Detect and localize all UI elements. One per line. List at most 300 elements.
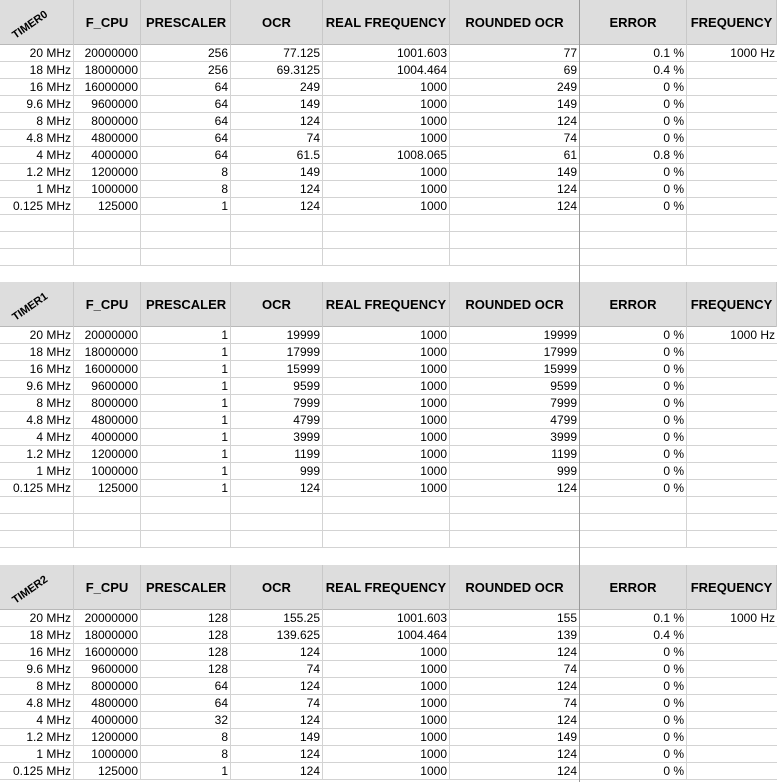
- frequency-cell[interactable]: [687, 62, 777, 78]
- empty-row: [0, 514, 777, 531]
- table-cell[interactable]: 4000000: [74, 147, 141, 163]
- table-cell[interactable]: 0 %: [580, 678, 687, 694]
- table-cell[interactable]: 1000: [323, 96, 450, 112]
- table-cell[interactable]: 125000: [74, 198, 141, 214]
- timer-name-cell[interactable]: [0, 0, 74, 45]
- table-cell[interactable]: 139.625: [231, 627, 323, 643]
- table-cell[interactable]: 4.8 MHz: [0, 695, 74, 711]
- table-cell[interactable]: 0 %: [580, 446, 687, 462]
- table-cell[interactable]: 249: [231, 79, 323, 95]
- table-row: [0, 327, 777, 344]
- table-cell[interactable]: 128: [141, 610, 231, 626]
- table-cell[interactable]: 4800000: [74, 412, 141, 428]
- table-cell[interactable]: 64: [141, 96, 231, 112]
- table-cell[interactable]: 1000: [323, 446, 450, 462]
- table-cell[interactable]: 4 MHz: [0, 712, 74, 728]
- grid-line: [322, 249, 323, 265]
- column-header-ocr[interactable]: OCR: [231, 565, 323, 610]
- table-cell[interactable]: 8: [141, 164, 231, 180]
- grid-line: [230, 497, 231, 513]
- table-cell[interactable]: 74: [231, 661, 323, 677]
- table-cell[interactable]: 0 %: [580, 695, 687, 711]
- table-cell[interactable]: 124: [450, 746, 580, 762]
- table-cell[interactable]: 9.6 MHz: [0, 96, 74, 112]
- table-cell[interactable]: 1: [141, 429, 231, 445]
- table-cell[interactable]: 0.4 %: [580, 62, 687, 78]
- table-cell[interactable]: 1200000: [74, 729, 141, 745]
- table-cell[interactable]: 9600000: [74, 96, 141, 112]
- table-cell[interactable]: 74: [450, 661, 580, 677]
- frequency-cell[interactable]: [687, 446, 777, 462]
- grid-line: [73, 531, 74, 547]
- table-cell[interactable]: 18000000: [74, 627, 141, 643]
- column-header-rounded-ocr[interactable]: ROUNDED OCR: [450, 565, 580, 610]
- column-header-real-frequency[interactable]: REAL FREQUENCY: [323, 565, 450, 610]
- empty-row: [0, 531, 777, 548]
- column-header-prescaler[interactable]: PRESCALER: [141, 565, 231, 610]
- column-header-error[interactable]: ERROR: [580, 0, 687, 45]
- table-cell[interactable]: 1.2 MHz: [0, 729, 74, 745]
- table-cell[interactable]: 0.1 %: [580, 45, 687, 61]
- table-cell[interactable]: 1000: [323, 395, 450, 411]
- frequency-cell[interactable]: [687, 181, 777, 197]
- table-cell[interactable]: 0 %: [580, 463, 687, 479]
- table-cell[interactable]: 124: [231, 644, 323, 660]
- table-cell[interactable]: 0 %: [580, 361, 687, 377]
- table-cell[interactable]: 124: [450, 480, 580, 496]
- empty-row: [0, 249, 777, 266]
- table-cell[interactable]: 1: [141, 344, 231, 360]
- table-cell[interactable]: 7999: [231, 395, 323, 411]
- table-cell[interactable]: 0.125 MHz: [0, 198, 74, 214]
- table-cell[interactable]: 1000: [323, 327, 450, 343]
- table-cell[interactable]: 1000: [323, 729, 450, 745]
- table-cell[interactable]: 124: [450, 712, 580, 728]
- table-cell[interactable]: 64: [141, 678, 231, 694]
- table-cell[interactable]: 1000: [323, 678, 450, 694]
- table-cell[interactable]: 4000000: [74, 712, 141, 728]
- table-cell[interactable]: 149: [450, 164, 580, 180]
- table-cell[interactable]: 74: [231, 130, 323, 146]
- table-cell[interactable]: 1000: [323, 361, 450, 377]
- frequency-cell[interactable]: [687, 395, 777, 411]
- table-cell[interactable]: 124: [231, 181, 323, 197]
- table-row: [0, 463, 777, 480]
- table-cell[interactable]: 128: [141, 627, 231, 643]
- table-cell[interactable]: 16000000: [74, 644, 141, 660]
- table-cell[interactable]: 0 %: [580, 395, 687, 411]
- table-cell[interactable]: 1004.464: [323, 627, 450, 643]
- empty-row: [0, 215, 777, 232]
- table-cell[interactable]: 0.125 MHz: [0, 763, 74, 779]
- table-cell[interactable]: 16 MHz: [0, 361, 74, 377]
- frequency-cell[interactable]: 1000 Hz: [730, 328, 775, 342]
- frequency-cell[interactable]: [687, 412, 777, 428]
- table-cell[interactable]: 9599: [450, 378, 580, 394]
- table-cell[interactable]: 1 MHz: [0, 181, 74, 197]
- table-cell[interactable]: 16000000: [74, 79, 141, 95]
- table-cell[interactable]: 0 %: [580, 378, 687, 394]
- frequency-cell[interactable]: [687, 378, 777, 394]
- table-cell[interactable]: 20000000: [74, 327, 141, 343]
- table-cell[interactable]: 1001.603: [323, 610, 450, 626]
- table-cell[interactable]: 1000000: [74, 181, 141, 197]
- table-cell[interactable]: 69.3125: [231, 62, 323, 78]
- table-cell[interactable]: 8: [141, 181, 231, 197]
- table-cell[interactable]: 124: [450, 198, 580, 214]
- table-cell[interactable]: 8: [141, 746, 231, 762]
- table-cell[interactable]: 1000: [323, 746, 450, 762]
- table-row: [0, 661, 777, 678]
- table-cell[interactable]: 18 MHz: [0, 62, 74, 78]
- table-cell[interactable]: 149: [231, 729, 323, 745]
- table-cell[interactable]: 1000: [323, 661, 450, 677]
- column-header-frequency[interactable]: FREQUENCY: [687, 0, 777, 45]
- frequency-cell[interactable]: [687, 712, 777, 728]
- table-cell[interactable]: 124: [450, 113, 580, 129]
- table-cell[interactable]: 0 %: [580, 644, 687, 660]
- table-row: [0, 429, 777, 446]
- table-cell[interactable]: 1000: [323, 198, 450, 214]
- table-cell[interactable]: 4 MHz: [0, 147, 74, 163]
- grid-line: [73, 514, 74, 530]
- table-cell[interactable]: 1 MHz: [0, 463, 74, 479]
- frequency-cell[interactable]: [687, 627, 777, 643]
- table-cell[interactable]: 1200000: [74, 446, 141, 462]
- table-cell[interactable]: 8000000: [74, 113, 141, 129]
- table-cell[interactable]: 64: [141, 695, 231, 711]
- table-cell[interactable]: 0 %: [580, 661, 687, 677]
- frequency-cell[interactable]: [687, 480, 777, 496]
- table-cell[interactable]: 9.6 MHz: [0, 661, 74, 677]
- table-cell[interactable]: 0 %: [580, 344, 687, 360]
- timer-name-cell[interactable]: [0, 282, 74, 327]
- table-cell[interactable]: 18 MHz: [0, 344, 74, 360]
- table-row: [0, 62, 777, 79]
- table-cell[interactable]: 1: [141, 327, 231, 343]
- grid-line: [73, 497, 74, 513]
- table-row: [0, 746, 777, 763]
- table-cell[interactable]: 32: [141, 712, 231, 728]
- frequency-cell[interactable]: [687, 463, 777, 479]
- table-cell[interactable]: 4.8 MHz: [0, 412, 74, 428]
- grid-line: [73, 232, 74, 248]
- frequency-cell[interactable]: [687, 361, 777, 377]
- table-cell[interactable]: 128: [141, 644, 231, 660]
- table-cell[interactable]: 19999: [450, 327, 580, 343]
- table-cell[interactable]: 1000: [323, 344, 450, 360]
- table-cell[interactable]: 124: [450, 644, 580, 660]
- table-cell[interactable]: 1000: [323, 181, 450, 197]
- table-cell[interactable]: 1: [141, 412, 231, 428]
- frequency-cell[interactable]: [687, 147, 777, 163]
- table-cell[interactable]: 4799: [450, 412, 580, 428]
- table-cell[interactable]: 1000: [323, 644, 450, 660]
- table-cell[interactable]: 1: [141, 361, 231, 377]
- table-cell[interactable]: 9.6 MHz: [0, 378, 74, 394]
- column-header-prescaler[interactable]: PRESCALER: [141, 0, 231, 45]
- table-cell[interactable]: 77: [450, 45, 580, 61]
- table-cell[interactable]: 9599: [231, 378, 323, 394]
- table-cell[interactable]: 0 %: [580, 79, 687, 95]
- table-row: [0, 361, 777, 378]
- table-cell[interactable]: 124: [231, 712, 323, 728]
- table-cell[interactable]: 1: [141, 480, 231, 496]
- table-row: [0, 79, 777, 96]
- table-cell[interactable]: 1001.603: [323, 45, 450, 61]
- table-cell[interactable]: 149: [450, 729, 580, 745]
- grid-line: [449, 531, 450, 547]
- table-cell[interactable]: 125000: [74, 480, 141, 496]
- table-cell[interactable]: 0.8 %: [580, 147, 687, 163]
- frequency-cell[interactable]: [687, 429, 777, 445]
- table-cell[interactable]: 7999: [450, 395, 580, 411]
- table-cell[interactable]: 3999: [231, 429, 323, 445]
- table-cell[interactable]: 1: [141, 763, 231, 779]
- table-cell[interactable]: 8: [141, 729, 231, 745]
- table-cell[interactable]: 124: [231, 113, 323, 129]
- table-cell[interactable]: 15999: [450, 361, 580, 377]
- table-cell[interactable]: 0 %: [580, 327, 687, 343]
- frequency-cell[interactable]: [687, 678, 777, 694]
- grid-line: [140, 232, 141, 248]
- table-cell[interactable]: 256: [141, 45, 231, 61]
- table-cell[interactable]: 124: [231, 763, 323, 779]
- column-header-f-cpu[interactable]: F_CPU: [74, 0, 141, 45]
- column-header-ocr[interactable]: OCR: [231, 0, 323, 45]
- table-cell[interactable]: 1: [141, 378, 231, 394]
- frequency-cell[interactable]: [687, 96, 777, 112]
- table-cell[interactable]: 1000: [323, 712, 450, 728]
- table-cell[interactable]: 4800000: [74, 130, 141, 146]
- table-cell[interactable]: 0 %: [580, 412, 687, 428]
- grid-line: [686, 514, 687, 530]
- table-cell[interactable]: 8000000: [74, 395, 141, 411]
- column-header-f-cpu[interactable]: F_CPU: [74, 565, 141, 610]
- table-cell[interactable]: 0 %: [580, 746, 687, 762]
- table-cell[interactable]: 1: [141, 463, 231, 479]
- table-cell[interactable]: 69: [450, 62, 580, 78]
- table-cell[interactable]: 0 %: [580, 198, 687, 214]
- table-cell[interactable]: 256: [141, 62, 231, 78]
- table-cell[interactable]: 1008.065: [323, 147, 450, 163]
- timer-name: TIMER0: [10, 8, 51, 41]
- table-cell[interactable]: 1000: [323, 695, 450, 711]
- table-cell[interactable]: 0.4 %: [580, 627, 687, 643]
- table-cell[interactable]: 1: [141, 446, 231, 462]
- table-cell[interactable]: 1: [141, 395, 231, 411]
- table-cell[interactable]: 0 %: [580, 181, 687, 197]
- table-row: [0, 164, 777, 181]
- grid-line: [140, 531, 141, 547]
- table-cell[interactable]: 18 MHz: [0, 627, 74, 643]
- table-cell[interactable]: 1.2 MHz: [0, 164, 74, 180]
- table-cell[interactable]: 19999: [231, 327, 323, 343]
- grid-line: [230, 531, 231, 547]
- table-cell[interactable]: 0 %: [580, 480, 687, 496]
- frequency-cell[interactable]: [687, 198, 777, 214]
- table-cell[interactable]: 4.8 MHz: [0, 130, 74, 146]
- frequency-cell[interactable]: [687, 644, 777, 660]
- table-cell[interactable]: 0.1 %: [580, 610, 687, 626]
- table-cell[interactable]: 124: [231, 746, 323, 762]
- frequency-cell[interactable]: [687, 695, 777, 711]
- table-cell[interactable]: 0.125 MHz: [0, 480, 74, 496]
- table-cell[interactable]: 8 MHz: [0, 113, 74, 129]
- column-header-error[interactable]: ERROR: [580, 565, 687, 610]
- frequency-cell[interactable]: [687, 729, 777, 745]
- table-cell[interactable]: 999: [231, 463, 323, 479]
- table-cell[interactable]: 124: [231, 198, 323, 214]
- table-cell[interactable]: 18000000: [74, 344, 141, 360]
- table-cell[interactable]: 1199: [231, 446, 323, 462]
- table-cell[interactable]: 1000: [323, 164, 450, 180]
- column-header-real-frequency[interactable]: REAL FREQUENCY: [323, 282, 450, 327]
- table-cell[interactable]: 155: [450, 610, 580, 626]
- table-cell[interactable]: 155.25: [231, 610, 323, 626]
- column-header-prescaler[interactable]: PRESCALER: [141, 282, 231, 327]
- grid-line: [140, 215, 141, 231]
- table-cell[interactable]: 999: [450, 463, 580, 479]
- table-cell[interactable]: 64: [141, 130, 231, 146]
- table-cell[interactable]: 0 %: [580, 763, 687, 779]
- table-cell[interactable]: 20 MHz: [0, 45, 74, 61]
- frequency-cell[interactable]: [687, 746, 777, 762]
- table-cell[interactable]: 149: [231, 96, 323, 112]
- table-cell[interactable]: 0 %: [580, 113, 687, 129]
- table-cell[interactable]: 1000: [323, 113, 450, 129]
- table-cell[interactable]: 74: [231, 695, 323, 711]
- table-cell[interactable]: 1 MHz: [0, 746, 74, 762]
- column-header-f-cpu[interactable]: F_CPU: [74, 282, 141, 327]
- table-cell[interactable]: 9600000: [74, 378, 141, 394]
- table-cell[interactable]: 8 MHz: [0, 395, 74, 411]
- table-cell[interactable]: 0 %: [580, 729, 687, 745]
- table-cell[interactable]: 64: [141, 79, 231, 95]
- table-row: [0, 45, 777, 62]
- empty-row: [0, 497, 777, 514]
- table-cell[interactable]: 1000: [323, 480, 450, 496]
- table-cell[interactable]: 74: [450, 695, 580, 711]
- table-cell[interactable]: 1199: [450, 446, 580, 462]
- table-cell[interactable]: 1000: [323, 130, 450, 146]
- grid-line: [449, 232, 450, 248]
- table-cell[interactable]: 64: [141, 113, 231, 129]
- table-cell[interactable]: 4000000: [74, 429, 141, 445]
- table-cell[interactable]: 1.2 MHz: [0, 446, 74, 462]
- column-header-error[interactable]: ERROR: [580, 282, 687, 327]
- table-cell[interactable]: 15999: [231, 361, 323, 377]
- frequency-cell[interactable]: [687, 661, 777, 677]
- grid-line: [686, 215, 687, 231]
- table-cell[interactable]: 0 %: [580, 712, 687, 728]
- column-header-frequency[interactable]: FREQUENCY: [687, 565, 777, 610]
- table-cell[interactable]: 74: [450, 130, 580, 146]
- table-cell[interactable]: 4799: [231, 412, 323, 428]
- grid-line: [230, 232, 231, 248]
- table-cell[interactable]: 16 MHz: [0, 644, 74, 660]
- table-cell[interactable]: 1000: [323, 79, 450, 95]
- table-cell[interactable]: 0 %: [580, 96, 687, 112]
- table-cell[interactable]: 124: [231, 678, 323, 694]
- column-header-ocr[interactable]: OCR: [231, 282, 323, 327]
- table-cell[interactable]: 16000000: [74, 361, 141, 377]
- table-cell[interactable]: 16 MHz: [0, 79, 74, 95]
- table-row: [0, 344, 777, 361]
- table-cell[interactable]: 1000000: [74, 746, 141, 762]
- table-cell[interactable]: 3999: [450, 429, 580, 445]
- column-header-rounded-ocr[interactable]: ROUNDED OCR: [450, 282, 580, 327]
- table-cell[interactable]: 17999: [231, 344, 323, 360]
- table-cell[interactable]: 149: [450, 96, 580, 112]
- table-cell[interactable]: 1000: [323, 378, 450, 394]
- table-cell[interactable]: 0 %: [580, 429, 687, 445]
- table-cell[interactable]: 20000000: [74, 610, 141, 626]
- table-cell[interactable]: 20 MHz: [0, 327, 74, 343]
- table-cell[interactable]: 149: [231, 164, 323, 180]
- frequency-cell[interactable]: 1000 Hz: [730, 611, 775, 625]
- table-cell[interactable]: 61: [450, 147, 580, 163]
- table-cell[interactable]: 61.5: [231, 147, 323, 163]
- table-cell[interactable]: 0 %: [580, 130, 687, 146]
- column-header-rounded-ocr[interactable]: ROUNDED OCR: [450, 0, 580, 45]
- table-cell[interactable]: 1000: [323, 412, 450, 428]
- table-cell[interactable]: 77.125: [231, 45, 323, 61]
- table-cell[interactable]: 4800000: [74, 695, 141, 711]
- table-cell[interactable]: 64: [141, 147, 231, 163]
- grid-line: [73, 249, 74, 265]
- table-row: [0, 763, 777, 780]
- table-cell[interactable]: 8 MHz: [0, 678, 74, 694]
- table-cell[interactable]: 20000000: [74, 45, 141, 61]
- table-cell[interactable]: 1200000: [74, 164, 141, 180]
- table-cell[interactable]: 1: [141, 198, 231, 214]
- frequency-cell[interactable]: [687, 164, 777, 180]
- table-cell[interactable]: 4 MHz: [0, 429, 74, 445]
- table-cell[interactable]: 125000: [74, 763, 141, 779]
- table-cell[interactable]: 20 MHz: [0, 610, 74, 626]
- table-cell[interactable]: 139: [450, 627, 580, 643]
- table-cell[interactable]: 124: [450, 181, 580, 197]
- table-cell[interactable]: 249: [450, 79, 580, 95]
- table-cell[interactable]: 8000000: [74, 678, 141, 694]
- table-cell[interactable]: 124: [231, 480, 323, 496]
- timer-name-cell[interactable]: [0, 565, 74, 610]
- table-cell[interactable]: 1000: [323, 763, 450, 779]
- column-header-frequency[interactable]: FREQUENCY: [687, 282, 777, 327]
- table-cell[interactable]: 17999: [450, 344, 580, 360]
- frequency-cell[interactable]: [687, 113, 777, 129]
- column-header-real-frequency[interactable]: REAL FREQUENCY: [323, 0, 450, 45]
- table-cell[interactable]: 124: [450, 678, 580, 694]
- table-cell[interactable]: 128: [141, 661, 231, 677]
- grid-line: [449, 215, 450, 231]
- frequency-cell[interactable]: 1000 Hz: [730, 46, 775, 60]
- frequency-cell[interactable]: [687, 344, 777, 360]
- table-cell[interactable]: 124: [450, 763, 580, 779]
- table-cell[interactable]: 1000: [323, 429, 450, 445]
- table-cell[interactable]: 18000000: [74, 62, 141, 78]
- frequency-cell[interactable]: [687, 130, 777, 146]
- table-cell[interactable]: 1000000: [74, 463, 141, 479]
- frequency-cell[interactable]: [687, 763, 777, 779]
- table-cell[interactable]: 0 %: [580, 164, 687, 180]
- table-cell[interactable]: 9600000: [74, 661, 141, 677]
- table-cell[interactable]: 1000: [323, 463, 450, 479]
- frequency-cell[interactable]: [687, 79, 777, 95]
- grid-line: [686, 232, 687, 248]
- table-cell[interactable]: 1004.464: [323, 62, 450, 78]
